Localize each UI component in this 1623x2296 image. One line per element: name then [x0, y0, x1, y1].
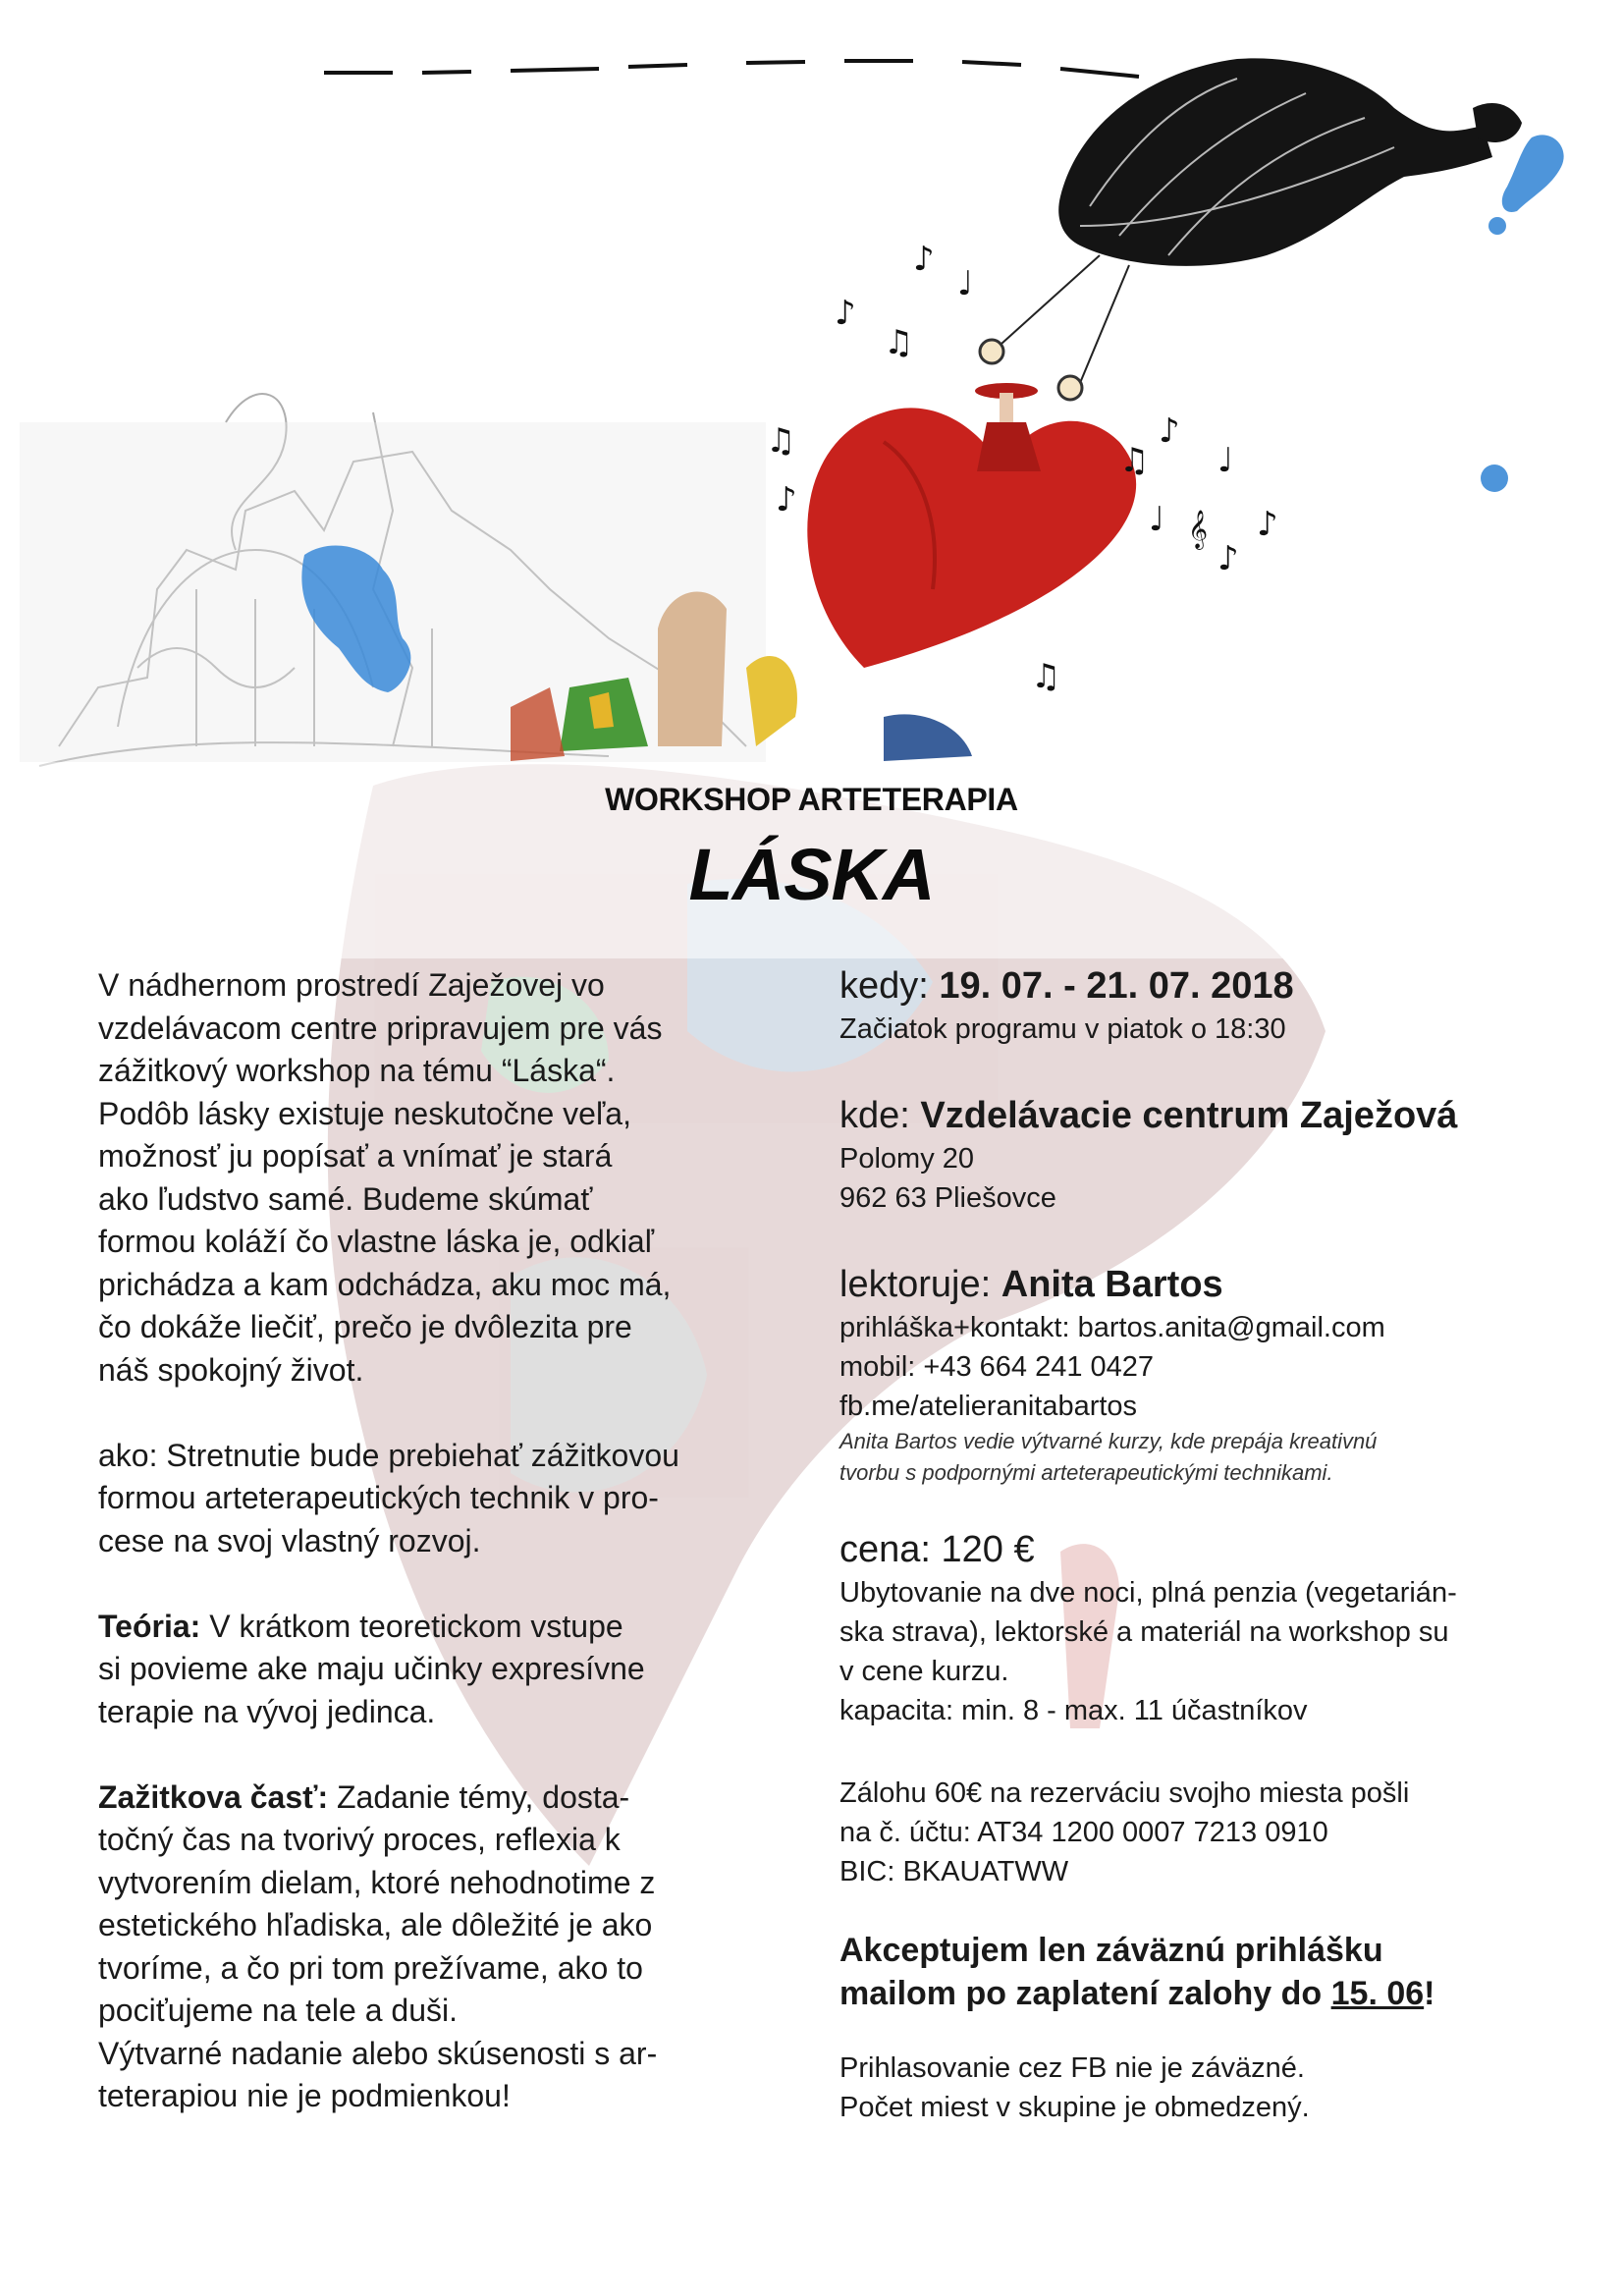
ako-paragraph: ako: Stretnutie bude prebiehať zážitkovou formou arteterapeutických technik v pro- cese na svoj vlastný rozvoj. [98, 1437, 679, 1558]
contact-phone: mobil: +43 664 241 0427 [839, 1351, 1155, 1383]
svg-text:♫: ♫ [1119, 441, 1150, 480]
top-ink-line [324, 61, 1237, 82]
deposit-text: Zálohu 60€ na rezerváciu svojho miesta pošli [839, 1777, 1410, 1809]
capacity: kapacita: min. 8 - max. 11 účastníkov [839, 1695, 1308, 1726]
account-number: na č. účtu: AT34 1200 0007 7213 0910 [839, 1817, 1328, 1848]
contact-email: prihláška+kontakt: bartos.anita@gmail.com [839, 1312, 1385, 1343]
start-time-note: Začiatok programu v piatok o 18:30 [839, 1013, 1286, 1045]
deadline-date: 15. 06 [1330, 1975, 1425, 2012]
event-dates: 19. 07. - 21. 07. 2018 [939, 965, 1294, 1007]
lecturer-name: Anita Bartos [1001, 1264, 1223, 1305]
horn-strings [1001, 255, 1129, 383]
description-column [98, 964, 736, 2160]
svg-text:♩: ♩ [1149, 500, 1165, 539]
address-street: Polomy 20 [839, 1143, 975, 1175]
teoria-label: Teória: [98, 1608, 201, 1644]
cena-heading: cena: 120 € [839, 1529, 1035, 1570]
svg-text:♫: ♫ [1031, 657, 1061, 696]
zazitkova-paragraph: Zažitkova časť: Zadanie témy, dosta- točný čas na tvorivý proces, reflexia k vytvorením dielam, ktoré nehodnotime z estetického hľadiska, ale dôležité je ako tvoríme, a čo pri tom prežívame, ako to pociťujeme na tele a duši. Výtvarné nadanie alebo skúsenosti s ar- teterapiou nie je podmienkou! [98, 1778, 658, 2113]
details-column: kedy: 19. 07. - 21. 07. 2018 Začiatok programu v piatok o 18:30 kde: Vzdelávacie centrum Zaježová Polomy 20 962 63 Pliešovce lektoruje: Anita Bartos prihláška+kontakt: bartos.anita@gmail.com mobil: +43 664 241 0427 fb.me/atelieranitabartos Anita Bartos vedie výtvarné kurzy, kde prepája kreativnú tvorbu s podpornými arteterapeutickými technikami. cena: 120 € Ubytovanie na dve noci, plná penzia (vegetarián- ska strava), lektorské a materiál na workshop su v cene kurzu. kapacita: min. 8 - max. 11 účastníkov Zálohu 60€ na rezerváciu svojho miesta pošli na č. účtu: AT34 1200 0007 7213 0910 BIC: BKAUATWW Akceptujem len záväznú prihlášku mailom po zaplatení zalohy do 15. 06! Prihlasovanie cez FB nie je záväzné. Počet miest v skupine je obmedzený. [839, 962, 1546, 2127]
price: 120 € [941, 1529, 1035, 1570]
svg-text:♪: ♪ [1159, 411, 1180, 451]
footer-note-1: Prihlasovanie cez FB nie je záväzné. [839, 2052, 1305, 2084]
svg-text:♪: ♪ [1217, 539, 1239, 578]
footer-note-2: Počet miest v skupine je obmedzený. [839, 2092, 1310, 2123]
tambourine-right [1058, 376, 1082, 400]
intro-paragraph: V nádhernom prostredí Zaježovej vo vzdelávacom centre pripravujem pre vás zážitkový workshop na tému “Láska“. Podôb lásky existuje neskutočne veľa, možnosť ju popísať a vnímať je stará ako ľudstvo samé. Budeme skúmať formou koláží čo vlastne láska je, odkiaľ prichádza a kam odchádza, aku moc má, čo dokáže liečiť, prečo je dvôlezita pre náš spokojný život. [98, 967, 672, 1388]
kde-heading: kde: Vzdelávacie centrum Zaježová [839, 1095, 1458, 1136]
svg-text:♪: ♪ [1257, 505, 1278, 544]
tambourine-left [980, 340, 1003, 363]
acceptance-notice: Akceptujem len záväznú prihlášku mailom po zaplatení zalohy do 15. 06! [839, 1932, 1435, 2012]
svg-text:𝄞: 𝄞 [1188, 510, 1209, 549]
address-city: 962 63 Pliešovce [839, 1182, 1056, 1214]
svg-text:♫: ♫ [766, 421, 796, 461]
svg-text:♪: ♪ [776, 480, 797, 519]
blue-splash-topright [1481, 135, 1564, 492]
bic-code: BIC: BKAUATWW [839, 1856, 1069, 1887]
svg-text:♩: ♩ [957, 264, 974, 303]
workshop-label: WORKSHOP ARTETERAPIA [605, 782, 1018, 817]
svg-text:♪: ♪ [835, 294, 856, 333]
page-title: LÁSKA [688, 834, 935, 915]
dancer-figure [975, 383, 1041, 471]
lecturer-about-1: Anita Bartos vedie výtvarné kurzy, kde prepája kreativnú [839, 1429, 1378, 1453]
lektor-heading: lektoruje: Anita Bartos [839, 1264, 1223, 1305]
svg-text:♩: ♩ [1217, 441, 1234, 480]
teoria-paragraph: Teória: V krátkom teoretickom vstupe si povieme ake maju učinky expresívne terapie na vývoj jedinca. [98, 1608, 645, 1729]
lecturer-about-2: tvorbu s podpornými arteterapeutickými technikami. [839, 1460, 1333, 1485]
kedy-heading: kedy: 19. 07. - 21. 07. 2018 [839, 965, 1294, 1007]
contact-facebook: fb.me/atelieranitabartos [839, 1391, 1138, 1422]
venue-name: Vzdelávacie centrum Zaježová [920, 1095, 1458, 1136]
svg-text:♫: ♫ [884, 323, 914, 362]
gramophone-horn [1058, 58, 1522, 266]
zazitkova-label: Zažitkova časť: [98, 1778, 329, 1815]
red-heart-balloon [807, 408, 1136, 668]
svg-text:♪: ♪ [913, 240, 935, 279]
